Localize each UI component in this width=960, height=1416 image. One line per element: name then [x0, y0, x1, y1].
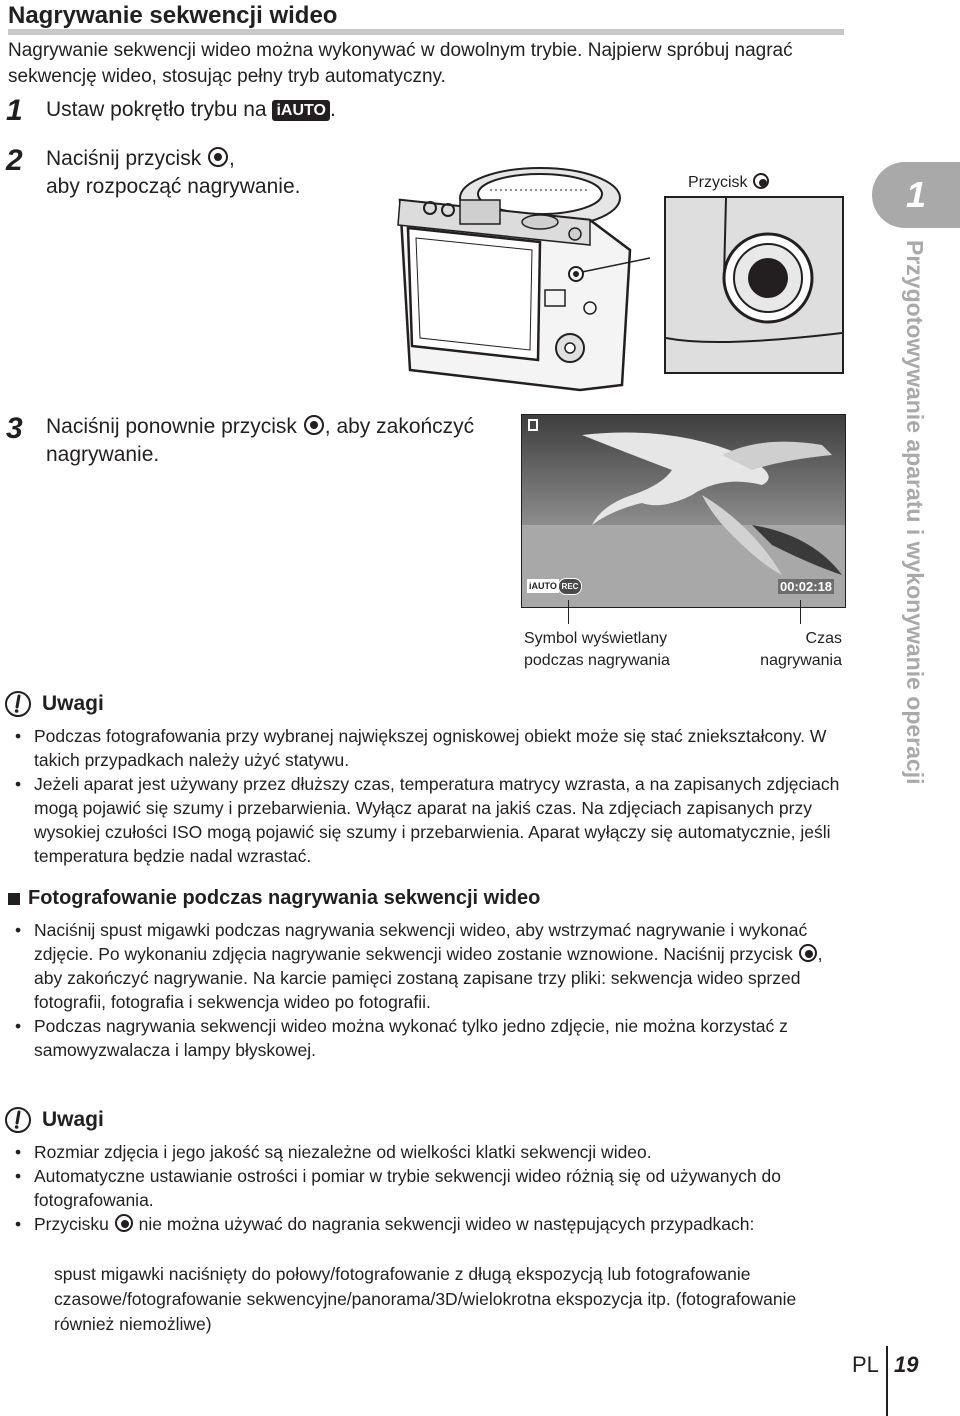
zoom-label — [688, 172, 770, 194]
page-title: Nagrywanie sekwencji wideo — [8, 2, 338, 29]
camera-illustration — [390, 150, 650, 400]
button-zoom-detail — [664, 196, 844, 374]
record-button-icon — [799, 944, 817, 962]
notes-heading — [4, 690, 104, 718]
leader-line — [800, 600, 801, 624]
caption-time — [700, 628, 842, 672]
caption-time-line1: Czas — [805, 630, 842, 647]
notes-list — [8, 1140, 844, 1236]
section-list — [8, 918, 844, 1062]
section-heading-text: Fotografowanie podczas nagrywania sekwencji wideo — [28, 887, 541, 909]
step-number: 3 — [6, 412, 23, 445]
footer-rule — [886, 1346, 888, 1416]
intro-text: Nagrywanie sekwencji wideo można wykonywać w dowolnym trybie. Najpierw spróbuj nagrać sekwencję wideo, stosując pełny tryb automatyczny. — [8, 40, 793, 87]
movie-mode-icon — [528, 419, 538, 431]
notes-heading-text: Uwagi — [42, 1108, 104, 1131]
list-item: • Jeżeli aparat jest używany przez dłuższy czas, temperatura matrycy wzrasta, a na zapisanych zdjęciach mogą pojawić się szumy i przebarwienia. Wyłącz aparat na jakiś czas. Na zdjęciach zapisanych przy wysokiej czułości ISO mogą pojawić się szumy i przebarwienia. Aparat wyłączy się automatycznie, jeśli temperatura będzie nadal wzrastać. — [8, 772, 844, 868]
step-number: 1 — [6, 94, 23, 127]
list-item — [8, 1212, 844, 1236]
list-item: • Automatyczne ustawianie ostrości i pomiar w trybie sekwencji wideo różnią się od używanych do fotografowania. — [8, 1164, 844, 1212]
record-button-icon — [304, 415, 324, 435]
chapter-title-wrap — [884, 240, 932, 870]
iauto-mode-icon: iAUTO — [272, 100, 329, 121]
language-code: PL — [852, 1352, 879, 1377]
list-item: • Rozmiar zdjęcia i jego jakość są niezależne od wielkości klatki sekwencji wideo. — [8, 1140, 844, 1164]
notes-subtext: spust migawki naciśnięty do połowy/fotografowanie z długą ekspozycją lub fotografowanie czasowe/fotografowanie sekwencyjne/panorama/3D/wielokrotna ekspozycja itp. (fotografowanie również niemożliwe) — [54, 1264, 797, 1334]
list-item-text: Przycisku — [34, 1214, 109, 1234]
recording-time: 00:02:18 — [780, 579, 833, 594]
step-2-text — [46, 145, 300, 201]
caution-icon — [4, 690, 32, 718]
step-3 — [6, 414, 23, 444]
list-item-text: Naciśnij spust migawki podczas nagrywania sekwencji wideo, aby wstrzymać nagrywanie i wykonać zdjęcie. Po wykonaniu zdjęcia nagrywanie sekwencji wideo zostanie wznowione. Naciśnij przycisk — [34, 920, 808, 964]
step-2-label: Naciśnij przycisk — [46, 147, 202, 170]
notes-list — [8, 724, 844, 868]
list-item-text-end: nie można używać do nagrania sekwencji wideo w następujących przypadkach: — [138, 1214, 755, 1234]
zoomed-record-button-icon — [666, 198, 842, 372]
section-heading — [8, 887, 540, 910]
step-2 — [6, 146, 23, 176]
notes-heading — [4, 1106, 104, 1134]
step-1-end: . — [329, 98, 336, 121]
list-item: • Podczas fotografowania przy wybranej największej ogniskowej obiekt może się stać zniekształcony. W takich przypadkach należy użyć statywu. — [8, 724, 844, 772]
step-1-label: Ustaw pokrętło trybu na — [46, 98, 267, 121]
step-3-line2: nagrywanie. — [46, 443, 160, 466]
leader-line — [568, 600, 569, 624]
record-button-icon — [753, 173, 769, 189]
caution-icon — [4, 1106, 32, 1134]
page-number: 19 — [894, 1352, 919, 1377]
caption-symbol — [524, 628, 670, 672]
list-item: • Podczas nagrywania sekwencji wideo można wykonać tylko jedno zdjęcie, nie można korzystać z samowyzwalacza i lampy błyskowej. — [8, 1014, 844, 1062]
chapter-number: 1 — [905, 174, 927, 215]
square-bullet-icon — [8, 893, 20, 905]
step-1-text — [46, 96, 336, 124]
list-item-text-end: , aby zakończyć nagrywanie. Na karcie pamięci zostaną zapisane trzy pliki: sekwencja wideo sprzed fotografii, fotografia i sekwencja wideo po fotografii. — [34, 944, 823, 1012]
caption-symbol-line2: podczas nagrywania — [524, 652, 670, 669]
screen-iauto-badge: iAUTO — [529, 581, 557, 591]
zoom-label-text: Przycisk — [688, 174, 748, 191]
step-1 — [6, 96, 23, 126]
chapter-title: Przygotowywanie aparatu i wykonywanie operacji — [902, 240, 928, 785]
rec-indicator: REC — [558, 578, 582, 595]
record-button-icon — [115, 1214, 133, 1232]
caption-symbol-line1: Symbol wyświetlany — [524, 630, 668, 647]
step-3-rest: , aby zakończyć — [324, 415, 475, 438]
step-2-comma: , — [229, 147, 235, 170]
list-item — [8, 918, 844, 1014]
step-3-text — [46, 413, 474, 469]
step-3-label: Naciśnij ponownie przycisk — [46, 415, 297, 438]
title-rule — [8, 29, 844, 35]
record-button-icon — [208, 147, 228, 167]
caption-time-line2: nagrywania — [760, 652, 842, 669]
notes-heading-text: Uwagi — [42, 692, 104, 715]
step-2-line2: aby rozpocząć nagrywanie. — [46, 175, 301, 198]
recording-screen — [521, 414, 846, 608]
step-number: 2 — [6, 144, 23, 177]
